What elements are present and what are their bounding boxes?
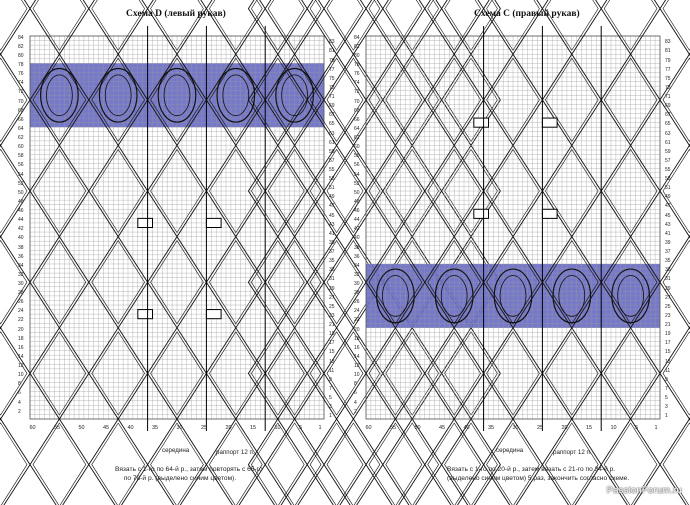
chart-d-row-number: 27 [329, 294, 335, 301]
chart-c-row-number: 75 [665, 75, 671, 82]
chart-c-row-number: 78 [354, 62, 360, 69]
chart-c-gridlines [366, 36, 660, 419]
chart-d-repeat-label: раппорт 12 п. [216, 449, 255, 456]
chart-c-row-number: 31 [665, 276, 671, 283]
chart-c-col-number: 25 [536, 425, 544, 431]
chart-d-title: Схема D (левый рукав) [126, 9, 226, 19]
chart-c-row-number: 62 [354, 135, 360, 142]
chart-d-row-number: 19 [329, 331, 335, 338]
chart-c-row-number: 26 [354, 299, 360, 306]
chart-d-row-number: 76 [18, 71, 24, 78]
chart-d-row-number: 53 [329, 176, 335, 183]
chart-d-row-number: 29 [329, 285, 335, 292]
chart-d-col-number: 50 [78, 425, 85, 431]
chart-d-cross-marker [206, 218, 221, 227]
chart-d-row-number: 47 [329, 203, 335, 210]
chart-c-row-number: 70 [354, 98, 360, 105]
chart-c-row-number: 72 [354, 89, 360, 96]
chart-d-row-number: 17 [329, 340, 335, 347]
chart-c-row-number: 6 [354, 390, 357, 397]
chart-d-row-number: 18 [18, 335, 24, 342]
chart-c-row-number: 15 [665, 349, 671, 356]
chart-d-row-number: 65 [329, 121, 335, 128]
chart-d-row-number: 33 [329, 267, 335, 274]
chart-d-row-number: 36 [18, 253, 24, 260]
chart-d-row-number: 12 [18, 363, 24, 370]
chart-d-row-number: 48 [18, 198, 24, 205]
chart-d-row-number: 11 [329, 367, 335, 374]
chart-c-note-line-1: Вязать с 1-го по 20-й р., затем вязать с 21-го по 34-й р. [447, 466, 616, 473]
chart-d-grid [30, 36, 324, 419]
chart-d-row-number: 25 [329, 303, 335, 310]
chart-d-row-number: 61 [329, 139, 335, 146]
watermark-logo: PassionForum.ru [606, 485, 682, 496]
chart-c-cross-marker [474, 118, 489, 127]
chart-d-col-number: 10 [274, 425, 281, 431]
chart-c-row-number: 27 [665, 294, 671, 301]
chart-d-row-number: 66 [18, 116, 24, 123]
chart-d-row-number: 78 [18, 62, 24, 69]
chart-c-row-number: 12 [354, 363, 360, 370]
chart-d-row-number: 79 [329, 57, 335, 64]
chart-d-row-number: 73 [329, 84, 335, 91]
chart-c-col-number: 10 [610, 425, 617, 431]
chart-c-cross-marker [474, 209, 489, 218]
chart-c-cross-marker [542, 209, 557, 218]
chart-d-col-number: 35 [151, 425, 159, 431]
chart-d-row-number: 64 [18, 125, 24, 132]
chart-c-row-number: 68 [354, 107, 360, 114]
chart-d-row-number: 75 [329, 75, 335, 82]
chart-d-col-number: 1 [318, 425, 322, 431]
chart-c-col-number: 5 [634, 425, 638, 431]
chart-d-row-number: 1 [329, 413, 332, 420]
chart-c-row-number: 25 [665, 303, 671, 310]
chart-d-row-number: 55 [329, 167, 335, 173]
chart-c-row-number: 73 [665, 84, 671, 91]
chart-d-row-number: 23 [329, 312, 335, 319]
chart-c-row-number: 50 [354, 189, 360, 196]
chart-d-row-number: 35 [329, 258, 335, 265]
chart-c-row-number: 24 [354, 308, 360, 315]
chart-d-row-number: 46 [18, 208, 24, 215]
chart-c-row-number: 47 [665, 203, 671, 210]
chart-d-row-number: 77 [329, 66, 335, 73]
chart-c-row-number: 82 [354, 43, 360, 50]
chart-d-col-number: 60 [29, 425, 36, 431]
chart-c-row-number: 65 [665, 121, 671, 128]
chart-d-row-number: 15 [329, 349, 335, 356]
chart-c-row-number: 33 [665, 267, 671, 274]
chart-c-middle-label: середина [496, 447, 524, 454]
chart-c-row-number: 54 [354, 171, 360, 178]
chart-d-gridlines [30, 36, 324, 419]
chart-d-row-number: 24 [18, 308, 24, 315]
chart-c-note [447, 465, 630, 483]
chart-d-col-number: 25 [200, 425, 208, 431]
chart-d-row-number: 6 [18, 390, 21, 397]
chart-c-row-number: 29 [665, 285, 671, 292]
chart-d-row-number: 22 [18, 317, 24, 324]
chart-d-row-number: 28 [18, 290, 24, 297]
chart-d-col-number: 20 [225, 425, 232, 431]
chart-c-col-number: 35 [487, 425, 495, 431]
chart-c-row-number: 48 [354, 198, 360, 205]
chart-c-row-number: 34 [354, 262, 360, 269]
chart-c-col-number: 15 [585, 425, 593, 431]
chart-c-row-number: 51 [665, 185, 671, 192]
chart-d-row-number: 38 [18, 244, 24, 251]
chart-c-row-number: 17 [665, 340, 671, 347]
chart-d-row-number: 20 [18, 326, 24, 333]
chart-c-col-number: 55 [389, 425, 397, 431]
chart-c-row-number: 35 [665, 258, 671, 265]
chart-d-row-number: 83 [329, 39, 335, 46]
chart-d-row-number: 4 [18, 399, 21, 406]
chart-c-row-number: 80 [354, 53, 360, 60]
chart-d-row-number: 31 [329, 276, 335, 283]
chart-c-row-number: 21 [665, 322, 671, 329]
chart-d-cross-marker [138, 218, 153, 227]
chart-c-row-number: 20 [354, 326, 360, 333]
chart-c-row-number: 77 [665, 66, 671, 73]
chart-c-col-number: 1 [654, 425, 658, 431]
chart-d-cross-marker [206, 310, 221, 319]
chart-d-col-number: 55 [53, 425, 61, 431]
chart-d-row-number: 82 [18, 43, 24, 50]
chart-d-row-number: 52 [18, 180, 24, 187]
chart-c-row-number: 38 [354, 244, 360, 251]
chart-c-row-number: 45 [665, 212, 671, 219]
chart-d-row-number: 30 [18, 280, 24, 287]
chart-c-row-number: 63 [665, 130, 671, 137]
chart-d-col-number: 5 [298, 425, 302, 431]
chart-c-row-number: 79 [665, 57, 671, 64]
chart-c-row-number: 30 [354, 280, 360, 287]
chart-c-row-number: 13 [665, 358, 671, 365]
chart-d-middle-label: середина [162, 447, 190, 454]
chart-d-row-number: 81 [329, 48, 335, 55]
chart-d-row-number: 5 [329, 394, 332, 401]
chart-c-row-number: 74 [354, 80, 360, 87]
chart-d-note-line-1: Вязать с 1-го по 64-й р., затем повторять с 65-го [115, 466, 263, 473]
chart-c-row-number: 11 [665, 367, 671, 374]
chart-c-row-number: 69 [665, 103, 671, 110]
chart-c-row-number: 66 [354, 116, 360, 123]
chart-d-row-number: 13 [329, 358, 335, 365]
chart-d-row-number: 42 [18, 226, 24, 233]
chart-d-row-number: 37 [329, 249, 335, 256]
chart-c-row-number: 56 [354, 162, 360, 169]
chart-d-cross-marker [138, 310, 153, 319]
chart-d-row-number: 84 [18, 34, 24, 41]
chart-c-col-number: 60 [365, 425, 372, 431]
chart-c-row-number: 32 [354, 271, 360, 278]
chart-c-row-number: 76 [354, 71, 360, 78]
chart-d-row-number: 10 [18, 372, 24, 379]
chart-d-row-number: 63 [329, 130, 335, 137]
chart-c-title: Схема C (правый рукав) [474, 9, 580, 19]
chart-c-row-number: 23 [665, 312, 671, 319]
chart-c-col-number: 50 [414, 425, 421, 431]
chart-d-note-line-2: по 78-й р. (выделено синим цветом). [123, 475, 237, 482]
chart-d-row-number: 21 [329, 322, 335, 329]
chart-c-row-number: 81 [665, 48, 671, 55]
chart-c-row-number: 49 [665, 194, 671, 201]
chart-c-col-number: 40 [463, 425, 470, 431]
chart-d-row-number: 44 [18, 217, 24, 224]
chart-d-row-number: 70 [18, 98, 24, 105]
chart-d-row-number: 68 [18, 107, 24, 114]
chart-d-row-number: 60 [18, 144, 24, 151]
chart-c-row-number: 57 [665, 157, 671, 164]
chart-c-row-number: 22 [354, 317, 360, 324]
chart-c-row-number: 43 [665, 221, 671, 228]
chart-d-row-number: 7 [329, 385, 332, 392]
chart-d-row-number: 16 [18, 344, 24, 351]
chart-c-col-number: 45 [438, 425, 446, 431]
chart-d-row-number: 67 [329, 112, 335, 119]
chart-d-row-number: 43 [329, 221, 335, 228]
chart-c-row-number: 28 [354, 290, 360, 297]
chart-d-row-number: 45 [329, 212, 335, 219]
chart-d-row-number: 49 [329, 194, 335, 201]
chart-c-row-number: 8 [354, 381, 357, 388]
chart-c-repeat-label: раппорт 12 п. [553, 449, 592, 456]
chart-d-row-number: 62 [18, 135, 24, 142]
chart-c-row-number: 37 [665, 249, 671, 256]
chart-c-row-number: 42 [354, 226, 360, 233]
chart-c-row-number: 9 [665, 376, 668, 383]
chart-c-row-number: 4 [354, 399, 357, 406]
chart-c-row-number: 2 [354, 408, 357, 415]
chart-d-col-number: 40 [127, 425, 134, 431]
chart-c-svg [366, 36, 660, 419]
chart-c-row-number: 39 [665, 239, 671, 246]
chart-d-row-number: 72 [18, 89, 24, 96]
chart-c-row-number: 1 [665, 413, 668, 420]
chart-d-row-number: 3 [329, 404, 332, 411]
chart-c-row-number: 46 [354, 208, 360, 215]
chart-c-col-number: 20 [561, 425, 568, 431]
chart-d-note [115, 465, 263, 483]
chart-c-grid [366, 36, 660, 419]
chart-d-row-number: 80 [18, 53, 24, 60]
chart-d-row-number: 2 [18, 408, 21, 415]
chart-d-row-number: 57 [329, 157, 335, 164]
chart-d-row-number: 14 [18, 353, 24, 360]
chart-d-row-number: 51 [329, 185, 335, 192]
chart-c-row-number: 52 [354, 180, 360, 187]
chart-d-row-number: 8 [18, 381, 21, 388]
chart-d-col-number: 15 [249, 425, 257, 431]
chart-c-row-number: 61 [665, 139, 671, 146]
chart-d-col-number: 45 [102, 425, 110, 431]
chart-d-row-number: 74 [18, 80, 24, 87]
chart-d-row-number: 26 [18, 299, 24, 306]
chart-c-row-number: 16 [354, 344, 360, 351]
chart-c-row-number: 71 [665, 94, 671, 101]
chart-d-row-number: 71 [329, 94, 335, 101]
chart-d-row-number: 54 [18, 171, 24, 178]
chart-c-row-number: 64 [354, 125, 360, 132]
chart-c-row-number: 41 [665, 230, 671, 237]
chart-d-row-number: 56 [18, 162, 24, 169]
chart-d-col-number: 30 [176, 425, 183, 431]
chart-c-row-number: 55 [665, 167, 671, 173]
chart-d-row-number: 9 [329, 376, 332, 383]
chart-c-row-number: 58 [354, 153, 360, 160]
chart-d-row-number: 69 [329, 103, 335, 110]
chart-d-row-number: 39 [329, 239, 335, 246]
chart-c-row-number: 44 [354, 217, 360, 224]
chart-c-row-number: 60 [354, 144, 360, 151]
chart-c-row-number: 7 [665, 385, 668, 392]
chart-d-svg [30, 36, 324, 419]
chart-c-row-number: 5 [665, 394, 668, 401]
chart-d-row-number: 32 [18, 271, 24, 278]
chart-d-row-number: 50 [18, 189, 24, 196]
chart-c-note-line-2: (выделено синим цветом) 5 раз, закончить согласно схеме. [447, 475, 630, 482]
chart-c-row-number: 59 [665, 148, 671, 155]
chart-c-row-number: 19 [665, 331, 671, 338]
chart-c-row-number: 10 [354, 372, 360, 379]
chart-c-row-number: 84 [354, 34, 360, 41]
chart-d-row-number: 40 [18, 235, 24, 242]
chart-c-row-number: 40 [354, 235, 360, 242]
chart-d-row-number: 34 [18, 262, 24, 269]
chart-d-row-number: 59 [329, 148, 335, 155]
chart-c-row-number: 36 [354, 253, 360, 260]
chart-c-col-number: 30 [512, 425, 519, 431]
chart-d-row-number: 58 [18, 153, 24, 160]
chart-c-row-number: 67 [665, 112, 671, 119]
chart-c-row-number: 3 [665, 404, 668, 411]
chart-d-row-number: 41 [329, 230, 335, 237]
chart-c-cross-marker [542, 118, 557, 127]
chart-c-row-number: 53 [665, 176, 671, 183]
chart-c-row-number: 18 [354, 335, 360, 342]
chart-c-row-number: 83 [665, 39, 671, 46]
chart-c-row-number: 14 [354, 353, 360, 360]
